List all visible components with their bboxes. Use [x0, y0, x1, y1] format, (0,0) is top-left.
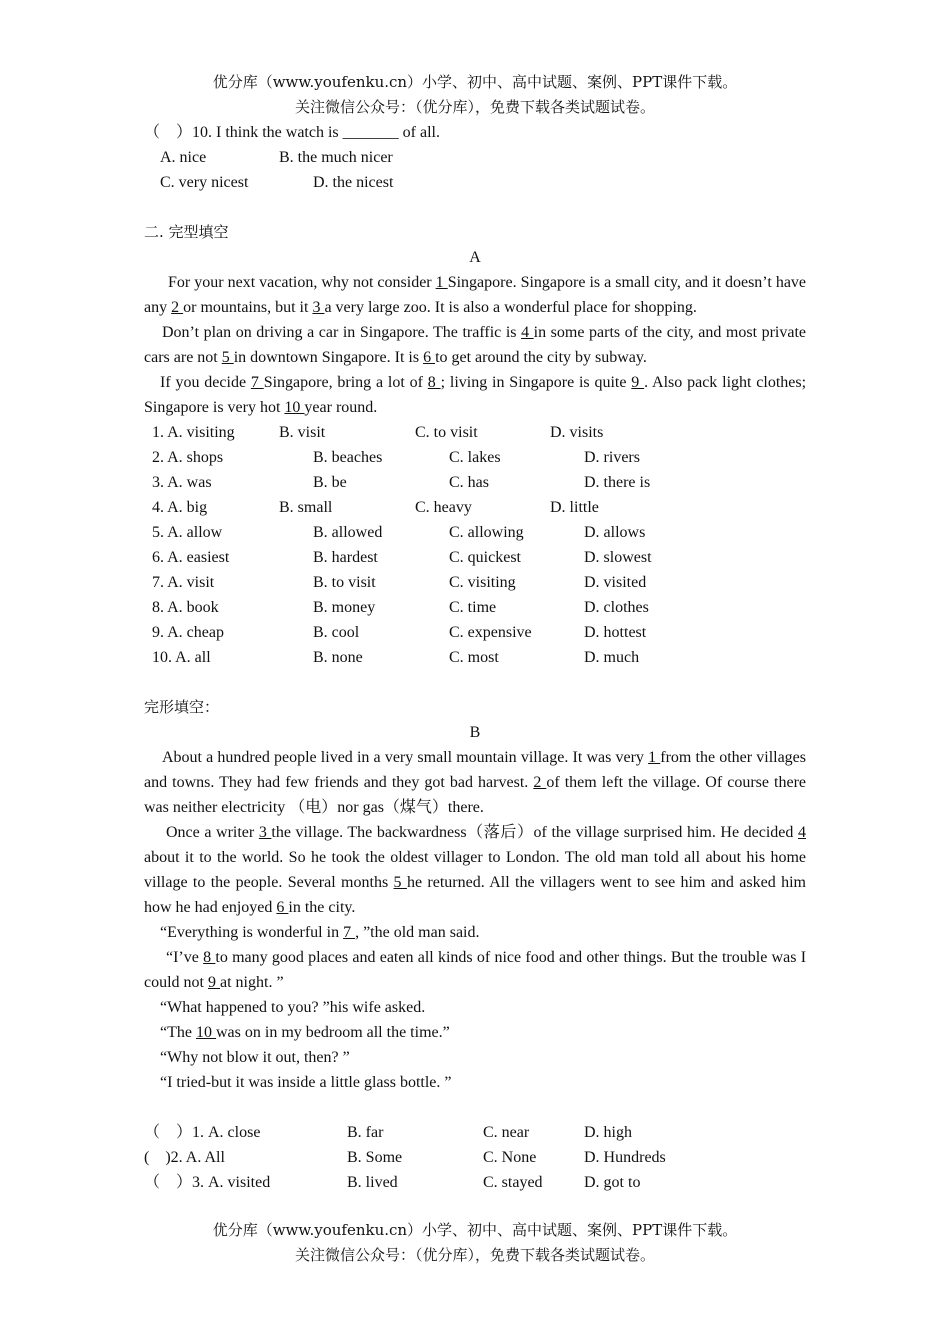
passage-a-paragraph-2: Don’t plan on driving a car in Singapore. The traffic is 4 in some parts of the city, and most private cars are not 5 in downtown Singapore. It is 6 to get around the city by subway.	[144, 324, 807, 366]
passage-a-paragraph-3: If you decide 7 Singapore, bring a lot of 8 ; living in Singapore is quite 9 . Also pack light clothes; Singapore is very hot 10 year round.	[144, 374, 807, 416]
option-d: D. allows	[584, 524, 646, 541]
section-cloze-title-2: 完形填空：	[144, 698, 220, 716]
option-d: D. there is	[584, 474, 651, 491]
blank-6: 6	[423, 349, 436, 366]
question-10-options-row-1	[144, 145, 806, 170]
passage-b-paragraph-8: “I tried-but it was inside a little glass bottle. ”	[160, 1074, 452, 1091]
option-row	[144, 1145, 806, 1170]
option-c: C. has	[449, 474, 489, 491]
option-a: （ ）1. A. close	[144, 1124, 261, 1141]
footer-line-1: 优分库（www.youfenku.cn）小学、初中、高中试题、案例、PPT课件下载。	[212, 1221, 738, 1239]
option-d: D. the nicest	[313, 174, 394, 191]
blank-1: 1	[435, 274, 448, 291]
option-a: 9. A. cheap	[152, 624, 224, 641]
option-a: 3. A. was	[152, 474, 212, 491]
blank-2: 2	[171, 299, 184, 316]
option-c: C. allowing	[449, 524, 524, 541]
option-d: D. visited	[584, 574, 647, 591]
question-10-options-row-2	[144, 170, 806, 195]
option-c: C. None	[483, 1149, 537, 1166]
blank-6: 6	[276, 899, 289, 916]
option-c: C. visiting	[449, 574, 516, 591]
blank-10: 10	[195, 1024, 216, 1041]
blank-5: 5	[221, 349, 234, 366]
question-10-stem: （ ）10. I think the watch is _______ of all.	[144, 124, 440, 141]
option-row	[144, 1170, 806, 1195]
passage-b-options	[144, 1120, 806, 1195]
option-b: B. lived	[347, 1174, 398, 1191]
option-d: D. clothes	[584, 599, 649, 616]
option-c: C. very nicest	[160, 174, 249, 191]
option-c: C. lakes	[449, 449, 501, 466]
option-a: （ ）3. A. visited	[144, 1174, 271, 1191]
passage-a-paragraph-1: For your next vacation, why not consider 1 Singapore. Singapore is a small city, and it doesn’t have any 2 or mountains, but it 3 a very large zoo. It is also a wonderful place for shopping.	[144, 274, 807, 316]
blank-7: 7	[343, 924, 356, 941]
option-a: 4. A. big	[152, 499, 208, 516]
option-b: B. be	[313, 474, 347, 491]
option-a: ( )2. A. All	[144, 1149, 225, 1166]
option-a: 7. A. visit	[152, 574, 215, 591]
blank-4: 4	[798, 824, 806, 841]
option-c: C. time	[449, 599, 497, 616]
option-d: D. Hundreds	[584, 1149, 666, 1166]
blank-1: 1	[648, 749, 661, 766]
blank-5: 5	[393, 874, 407, 891]
option-c: C. quickest	[449, 549, 521, 566]
section-cloze-title: 二. 完型填空	[144, 223, 229, 241]
passage-a-label: A	[469, 249, 481, 266]
option-c: C. heavy	[415, 499, 472, 516]
blank-10: 10	[284, 399, 305, 416]
option-a: 8. A. book	[152, 599, 219, 616]
option-c: C. stayed	[483, 1174, 543, 1191]
option-d: D. slowest	[584, 549, 652, 566]
passage-b-paragraph-7: “Why not blow it out, then? ”	[160, 1049, 350, 1066]
option-b: B. hardest	[313, 549, 378, 566]
option-row	[144, 595, 806, 620]
option-c: C. expensive	[449, 624, 532, 641]
page-footer	[144, 1218, 806, 1268]
option-d: D. rivers	[584, 449, 640, 466]
option-row	[144, 420, 806, 445]
option-row	[144, 445, 806, 470]
blank-3: 3	[258, 824, 272, 841]
option-b: B. money	[313, 599, 376, 616]
option-row	[144, 520, 806, 545]
passage-b-paragraph-3: “Everything is wonderful in 7 , ”the old man said.	[160, 924, 480, 941]
option-c: C. most	[449, 649, 499, 666]
option-b: B. beaches	[313, 449, 383, 466]
option-d: D. much	[584, 649, 640, 666]
option-d: D. little	[550, 499, 599, 516]
option-row	[144, 495, 806, 520]
option-c: C. to visit	[415, 424, 478, 441]
option-b: B. visit	[279, 424, 326, 441]
option-b: B. none	[313, 649, 363, 666]
passage-b-paragraph-4: “I’ve 8 to many good places and eaten all kinds of nice food and other things. But the trouble was I could not 9 at night. ”	[144, 949, 807, 991]
option-b: B. to visit	[313, 574, 376, 591]
header-line-1: 优分库（www.youfenku.cn）小学、初中、高中试题、案例、PPT课件下载。	[212, 73, 738, 91]
option-c: C. near	[483, 1124, 530, 1141]
blank-4: 4	[521, 324, 534, 341]
passage-a-options	[144, 420, 806, 670]
passage-b-paragraph-5: “What happened to you? ”his wife asked.	[160, 999, 426, 1016]
option-d: D. high	[584, 1124, 632, 1141]
blank-2: 2	[533, 774, 547, 791]
blank-3: 3	[312, 299, 325, 316]
option-b: B. the much nicer	[279, 149, 393, 166]
option-row	[144, 645, 806, 670]
passage-b-paragraph-2: Once a writer 3 the village. The backwardness（落后）of the village surprised him. He decided 4 about it to the world. So he took the oldest villager to London. The old man told all about his home village to the people. Several months 5 he returned. All the villagers went to see him and asked him how he had enjoyed 6 in the city.	[144, 824, 806, 916]
passage-b-paragraph-1: About a hundred people lived in a very small mountain village. It was very 1 from the other villages and towns. They had few friends and they got bad harvest. 2 of them left the village. Of course there was neither electricity （电）nor gas（煤气）there.	[144, 749, 807, 816]
option-a: A. nice	[160, 149, 207, 166]
option-a: 2. A. shops	[152, 449, 224, 466]
passage-b-paragraph-6: “The 10 was on in my bedroom all the time.”	[160, 1024, 450, 1041]
blank-7: 7	[250, 374, 264, 391]
option-b: B. Some	[347, 1149, 403, 1166]
header-line-2: 关注微信公众号：（优分库），免费下载各类试题试卷。	[294, 98, 655, 116]
option-a: 1. A. visiting	[152, 424, 235, 441]
option-d: D. hottest	[584, 624, 647, 641]
blank-9: 9	[631, 374, 645, 391]
option-b: B. far	[347, 1124, 384, 1141]
option-row	[144, 620, 806, 645]
option-a: 5. A. allow	[152, 524, 223, 541]
option-b: B. cool	[313, 624, 360, 641]
footer-line-2: 关注微信公众号：（优分库），免费下载各类试题试卷。	[294, 1246, 655, 1264]
option-b: B. allowed	[313, 524, 383, 541]
option-b: B. small	[279, 499, 333, 516]
option-row	[144, 470, 806, 495]
option-d: D. got to	[584, 1174, 641, 1191]
option-row	[144, 1120, 806, 1145]
option-d: D. visits	[550, 424, 604, 441]
document-page	[144, 70, 806, 1195]
option-a: 6. A. easiest	[152, 549, 230, 566]
option-a: 10. A. all	[152, 649, 211, 666]
passage-b-label: B	[469, 724, 481, 741]
option-row	[144, 545, 806, 570]
blank-9: 9	[208, 974, 220, 991]
blank-8: 8	[203, 949, 216, 966]
blank-8: 8	[427, 374, 441, 391]
option-row	[144, 570, 806, 595]
